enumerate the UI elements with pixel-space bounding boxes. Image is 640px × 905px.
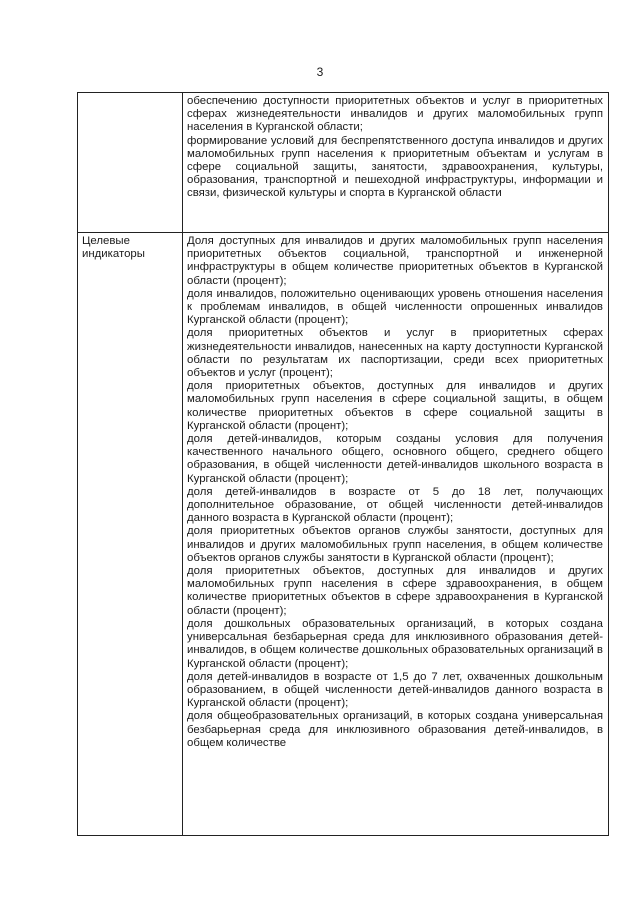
table-row-target-indicators	[78, 233, 609, 836]
indicator-paragraph: доля детей-инвалидов, которым созданы условия для получения качественного начального общего, основного общего, среднего общего образования, в общей численности детей-инвалидов школьного возраста в Курганской области (процент);	[187, 433, 603, 485]
indicator-paragraph: доля приоритетных объектов, доступных для инвалидов и других маломобильных групп населения в сфере социальной защиты, в общем количестве приоритетных объектов в сфере социальной защиты в Курганской области (процент);	[187, 380, 603, 432]
row-content-target-indicators	[183, 233, 609, 836]
indicator-paragraph: доля приоритетных объектов и услуг в приоритетных сферах жизнедеятельности инвалидов, нанесенных на карту доступности Курганской области по результатам их паспортизации, среди всех приоритетных объектов и услуг (процент);	[187, 327, 603, 380]
table-row-objectives	[78, 93, 609, 233]
indicator-paragraph: доля детей-инвалидов в возрасте от 5 до 18 лет, получающих дополнительное образование, от общей численности детей-инвалидов данного возраста в Курганской области (процент);	[187, 485, 603, 525]
indicator-paragraph: доля дошкольных образовательных организаций, в которых создана универсальная безбарьерная среда для инклюзивного образования детей-инвалидов, в общем количестве дошкольных образовательных организаций в Курганской области (процент);	[187, 617, 603, 670]
indicator-paragraph: доля инвалидов, положительно оценивающих уровень отношения населения к проблемам инвалидов, в общей численности опрошенных инвалидов Курганской области (процент);	[187, 287, 603, 327]
indicator-paragraph: Доля доступных для инвалидов и других маломобильных групп населения приоритетных объектов социальной, транспортной и инженерной инфраструктуры в общем количестве приоритетных объектов в Курганской области (процент);	[187, 235, 603, 287]
paragraph: обеспечению доступности приоритетных объектов и услуг в приоритетных сферах жизнедеятельности инвалидов и других маломобильных групп населения в Курганской области;	[187, 95, 603, 134]
row-content-objectives	[183, 93, 609, 233]
paragraph: формирование условий для беспрепятственного доступа инвалидов и других маломобильных групп населения к приоритетным объектам и услугам в сфере социальной защиты, занятости, здравоохранения, культуры, образования, транспортной и пешеходной инфраструктуры, информации и связи, физической культуры и спорта в Курганской области	[187, 134, 603, 200]
row-label-target-indicators: Целевые индикаторы	[78, 233, 183, 836]
indicator-paragraph: доля детей-инвалидов в возрасте от 1,5 до 7 лет, охваченных дошкольным образованием, в общей численности детей-инвалидов данного возраста в Курганской области (процент);	[187, 670, 603, 710]
indicator-paragraph: доля приоритетных объектов, доступных для инвалидов и других маломобильных групп населения в сфере здравоохранения, в общем количестве приоритетных объектов в сфере здравоохранения в Курганской области (процент);	[187, 565, 603, 617]
indicator-paragraph: доля общеобразовательных организаций, в которых создана универсальная безбарьерная среда для инклюзивного образования детей-инвалидов, в общем количестве	[187, 710, 603, 749]
row-label-empty	[78, 93, 183, 233]
page-number: 3	[316, 65, 324, 79]
indicator-paragraph: доля приоритетных объектов органов службы занятости, доступных для инвалидов и других маломобильных групп населения, в общем количестве объектов органов службы занятости в Курганской области (процент);	[187, 525, 603, 564]
program-passport-table	[77, 92, 609, 836]
